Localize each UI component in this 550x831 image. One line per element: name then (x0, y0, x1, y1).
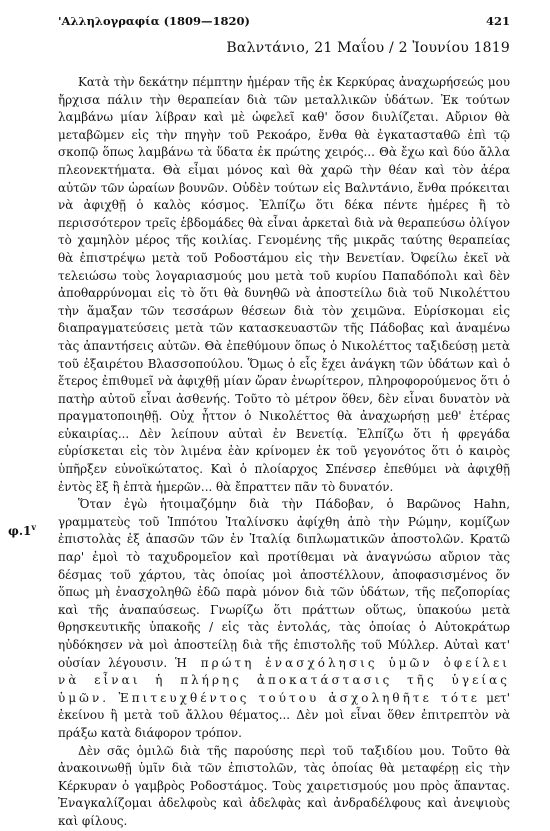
paragraph-2-ending: μετ' ἐκείνου ἢ μετὰ τοῦ ἄλλου θέματος... Δὲν μοὶ εἶναι ὅθεν ἐπιτρεπτὸν νὰ πράξω κατὰ διάφορον τρόπον. (58, 690, 511, 740)
paragraph-1: Κατὰ τὴν δεκάτην πέμπτην ἡμέραν τῆς ἐκ Κερκύρας ἀναχωρήσεώς μου ἤρχισα πάλιν τὴν θεραπείαν διὰ τῶν μεταλλικῶν ὑδάτων. Ἐκ τούτων λαμβάνω μίαν λίβραν καὶ μὲ ὠφελεῖ καθ' ὅσον διυλίζεται. Αὔριον θὰ μεταβῶμεν εἰς τὴν πηγὴν τοῦ Ρεκοάρο, ἔνθα θὰ ἐγκατασταθῶ ἐπὶ τῷ σκοπῷ ὅπως λαμβάνω τὰ ὕδατα ἐκ πρώτης χειρός... Θὰ ἔχω καὶ δύο ἄλλα πλεονεκτήματα. Θὰ εἶμαι μόνος καὶ θὰ χαρῶ τὴν θέαν καὶ τὸν ἀέρα αὐτῶν τῶν ὡραίων βουνῶν. Οὐδὲν τούτων εἰς Βαλντάνιο, ἔνθα πρόκειται νὰ ἀφιχθῇ ὁ καλὸς κόσμος. Ἐλπίζω ὅτι δέκα πέντε ἡμέρες ἢ τὸ περισσότερον τρεῖς ἑβδομάδες θὰ εἶναι ἀρκεταὶ διὰ νὰ θεραπεύσω ὀλίγον τὸ χαμηλὸν μέρος τῆς κοιλίας. Γενομένης τῆς μικρᾶς ταύτης θεραπείας θὰ ἐπιστρέψω μετὰ τοῦ Ροδοστάμου εἰς τὴν Βενετίαν. Ὀφείλω ἐκεῖ νὰ τελειώσω τοὺς λογαριασμούς μου μετὰ τοῦ κυρίου Παπαδόπολι καὶ δὲν ἀποθαρρύνομαι εἰς τὸ ὅτι θὰ δυνηθῶ νὰ ἀποστείλω διὰ τοῦ Νικολέττου τὴν ἅμαξαν τῶν τεσσάρων θέσεων διὰ τὸν χειμῶνα. Εὑρίσκομαι εἰς διαπραγματεύσεις μετὰ τῶν κατασκευαστῶν τῆς Πάδοβας καὶ ἀναμένω τὰς ἀπαντήσεις αὐτῶν. Θὰ ἐπεθύμουν ὅπως ὁ Νικολέττος ταξιδεύσῃ μετὰ τοῦ ἐξαιρέτου Βλασσοπούλου. Ὅμως ὁ εἷς ἔχει ἀνάγκη τῶν ὑδάτων καὶ ὁ ἕτερος ἐπιθυμεῖ νὰ ἀφιχθῇ μίαν ὥραν ἐνωρίτερον, πληροφορούμενος ὅτι ὁ πατὴρ αὐτοῦ εἶναι ἀσθενής. Τοῦτο τὸ μέτρον ὅθεν, δὲν εἶναι δυνατὸν νὰ πραγματοποιηθῇ. Οὐχ ἧττον ὁ Νικολέττος θὰ ἀναχωρήσῃ μεθ' ἑτέρας εὐκαιρίας... Δὲν λείπουν αὐταὶ ἐν Βενετίᾳ. Ἐλπίζω ὅτι ἡ φρεγάδα εὑρίσκεται εἰς τὸν λιμένα ἐὰν κρίνομεν ἐκ τοῦ γεγονότος ὅτι ὁ καιρὸς ὑπῆρξεν εὐνοϊκώτατος. Καὶ ὁ πλοίαρχος Σπένσερ ἐπεθύμει νὰ ἀφιχθῇ ἐντὸς ἓξ ἢ ἑπτὰ ἡμερῶν... θὰ ἔπραττεν πᾶν τὸ δυνατόν. (58, 75, 510, 494)
folio-label: φ.1 (8, 524, 32, 538)
letter-dateline: Βαλντάνιο, 21 Μαΐου / 2 Ἰουνίου 1819 (226, 40, 510, 56)
paragraph-2-text: Ὅταν ἐγὼ ἡτοιμαζόμην διὰ τὴν Πάδοβαν, ὁ Βαρῶνος Hahn, γραμματεὺς τοῦ Ἱππότου Ἰταλίνσκυ ἀφίχθη ἀπὸ τὴν Ρώμην, κομίζων ἐπιστολὰς ἐξ ἁπασῶν τῶν ἐν Ἰταλίᾳ διπλωματικῶν ἀποστολῶν. Κρατῶ παρ' ἐμοὶ τὸ ταχυδρομεῖον καὶ προτίθεμαι νὰ ἀναγνώσω αὔριον τὰς δέσμας τοῦ χάρτου, τὰς ὁποίας μοὶ ἀποστέλλουν, ἀποφασισμένος ὅν ὅπως μὴ ἐνασχοληθῶ ἐδῶ παρὰ μόνον διὰ τῶν ὑδάτων, τῆς πεζοπορίας καὶ τῆς ἀναπαύσεως. Γνωρίζω ὅτι πράττων οὕτως, ὑπακούω μετὰ θρησκευτικῆς ὑπακοῆς / εἰς τὰς ἐντολάς, τὰς ὁποίας ὁ Αὐτοκράτωρ ηὐδόκησεν νὰ μοὶ ἀποστείλῃ διὰ τῆς ἐπιστολῆς τοῦ Μύλλερ. Αὐταὶ κατ' οὐσίαν λέγουσιν. (58, 497, 510, 670)
paragraph-2 (58, 496, 510, 742)
letter-body (58, 74, 510, 831)
running-title: 'Αλληλογραφία (1809—1820) (58, 14, 250, 28)
page-number: 421 (485, 14, 510, 28)
folio-verso-mark: v (31, 522, 37, 532)
paragraph-3: Δὲν σᾶς ὁμιλῶ διὰ τῆς παρούσης περὶ τοῦ ταξιδίου μου. Τοῦτο θὰ ἀνακοινωθῇ ὑμῖν διὰ τῶν ἐπιστολῶν, τὰς ὁποίας θὰ μεταφέρῃ εἰς τὴν Κέρκυραν ὁ γαμβρὸς Ροδοστάμος. Τοὺς χαιρετισμούς μου πρὸς ἅπαντας. Ἐναγκαλίζομαι ἀδελφοὺς καὶ ἀδελφὰς καὶ ἀνδραδέλφους καὶ ἀνεψιοὺς καὶ φίλους. (58, 743, 510, 828)
running-header (58, 14, 510, 28)
folio-margin-note (8, 522, 36, 538)
emperor-instruction-quote: Ἡ πρώτη ἐνασχόλησις ὑμῶν ὀφείλει νὰ εἶναι ἡ πλήρης ἀποκατάστασις τῆς ὑγείας ὑμῶν. Ἐπιτευχθέντος τούτου ἀσχοληθῆτε τότε (58, 655, 510, 705)
